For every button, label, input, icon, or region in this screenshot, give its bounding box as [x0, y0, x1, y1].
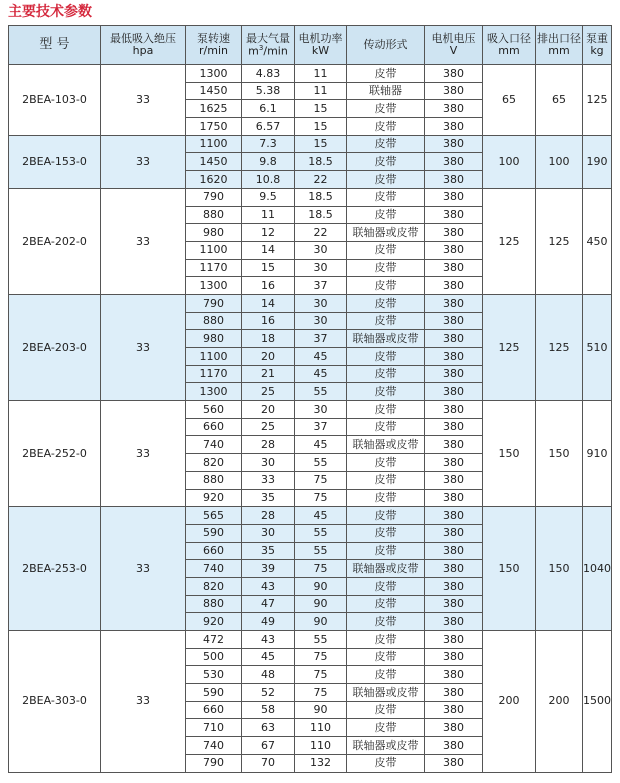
voltage-cell: 380 — [425, 100, 483, 118]
voltage-cell: 380 — [425, 719, 483, 737]
table-row — [9, 401, 612, 419]
power-cell: 75 — [295, 560, 347, 578]
flow-cell: 35 — [242, 489, 295, 507]
inlet-cell: 100 — [483, 135, 536, 188]
voltage-cell: 380 — [425, 684, 483, 702]
weight-cell: 450 — [583, 188, 612, 294]
voltage-cell: 380 — [425, 118, 483, 136]
inlet-cell: 125 — [483, 294, 536, 400]
table-row — [9, 135, 612, 153]
speed-cell: 590 — [186, 684, 242, 702]
speed-cell: 472 — [186, 631, 242, 649]
voltage-cell: 380 — [425, 666, 483, 684]
vacuum-cell: 33 — [101, 65, 186, 136]
voltage-cell: 380 — [425, 577, 483, 595]
power-cell: 30 — [295, 401, 347, 419]
drive-cell: 皮带 — [347, 577, 425, 595]
power-cell: 18.5 — [295, 153, 347, 171]
model-group — [9, 294, 612, 400]
speed-cell: 740 — [186, 436, 242, 454]
header-weight: 泵重 kg — [583, 26, 612, 65]
power-cell: 45 — [295, 365, 347, 383]
model-cell: 2BEA-303-0 — [9, 631, 101, 773]
flow-cell: 9.5 — [242, 188, 295, 206]
model-group — [9, 401, 612, 507]
voltage-cell: 380 — [425, 701, 483, 719]
voltage-cell: 380 — [425, 188, 483, 206]
vacuum-cell: 33 — [101, 631, 186, 773]
speed-cell: 920 — [186, 613, 242, 631]
table-row — [9, 294, 612, 312]
flow-cell: 43 — [242, 577, 295, 595]
voltage-cell: 380 — [425, 418, 483, 436]
header-model: 型 号 — [9, 26, 101, 65]
model-cell: 2BEA-203-0 — [9, 294, 101, 400]
flow-cell: 14 — [242, 294, 295, 312]
weight-cell: 125 — [583, 65, 612, 136]
voltage-cell: 380 — [425, 82, 483, 100]
flow-cell: 12 — [242, 224, 295, 242]
drive-cell: 皮带 — [347, 613, 425, 631]
power-cell: 37 — [295, 277, 347, 295]
power-cell: 75 — [295, 489, 347, 507]
outlet-cell: 100 — [536, 135, 583, 188]
header-power: 电机功率 kW — [295, 26, 347, 65]
drive-cell: 皮带 — [347, 401, 425, 419]
voltage-cell: 380 — [425, 312, 483, 330]
voltage-cell: 380 — [425, 613, 483, 631]
model-cell: 2BEA-202-0 — [9, 188, 101, 294]
inlet-cell: 65 — [483, 65, 536, 136]
drive-cell: 皮带 — [347, 259, 425, 277]
flow-cell: 39 — [242, 560, 295, 578]
flow-cell: 5.38 — [242, 82, 295, 100]
flow-cell: 52 — [242, 684, 295, 702]
drive-cell: 联轴器或皮带 — [347, 436, 425, 454]
power-cell: 11 — [295, 65, 347, 83]
outlet-cell: 200 — [536, 631, 583, 773]
drive-cell: 皮带 — [347, 383, 425, 401]
flow-cell: 20 — [242, 401, 295, 419]
power-cell: 30 — [295, 241, 347, 259]
speed-cell: 980 — [186, 330, 242, 348]
speed-cell: 565 — [186, 507, 242, 525]
speed-cell: 880 — [186, 471, 242, 489]
drive-cell: 皮带 — [347, 348, 425, 366]
flow-cell: 30 — [242, 454, 295, 472]
inlet-cell: 125 — [483, 188, 536, 294]
model-group — [9, 631, 612, 773]
voltage-cell: 380 — [425, 241, 483, 259]
power-cell: 45 — [295, 436, 347, 454]
drive-cell: 皮带 — [347, 153, 425, 171]
drive-cell: 皮带 — [347, 294, 425, 312]
vacuum-cell: 33 — [101, 507, 186, 631]
speed-cell: 660 — [186, 542, 242, 560]
speed-cell: 920 — [186, 489, 242, 507]
power-cell: 30 — [295, 312, 347, 330]
model-cell: 2BEA-252-0 — [9, 401, 101, 507]
flow-cell: 43 — [242, 631, 295, 649]
outlet-cell: 65 — [536, 65, 583, 136]
drive-cell: 皮带 — [347, 65, 425, 83]
voltage-cell: 380 — [425, 754, 483, 772]
power-cell: 15 — [295, 118, 347, 136]
header-vacuum: 最低吸入绝压 hpa — [101, 26, 186, 65]
header-flow: 最大气量 $m^3/\min$ — [242, 26, 295, 65]
model-group — [9, 507, 612, 631]
drive-cell: 皮带 — [347, 595, 425, 613]
power-cell: 55 — [295, 454, 347, 472]
table-row — [9, 631, 612, 649]
flow-cell: 45 — [242, 648, 295, 666]
weight-cell: 1500 — [583, 631, 612, 773]
flow-cell: 16 — [242, 312, 295, 330]
page-title: 主要技术参数 — [8, 4, 92, 20]
header-speed: 泵转速 r/min — [186, 26, 242, 65]
voltage-cell: 380 — [425, 436, 483, 454]
flow-cell: 28 — [242, 507, 295, 525]
drive-cell: 皮带 — [347, 206, 425, 224]
power-cell: 55 — [295, 524, 347, 542]
power-cell: 18.5 — [295, 188, 347, 206]
drive-cell: 皮带 — [347, 666, 425, 684]
speed-cell: 820 — [186, 454, 242, 472]
power-cell: 132 — [295, 754, 347, 772]
flow-cell: 7.3 — [242, 135, 295, 153]
power-cell: 75 — [295, 648, 347, 666]
flow-cell: 20 — [242, 348, 295, 366]
power-cell: 55 — [295, 542, 347, 560]
power-cell: 30 — [295, 294, 347, 312]
power-cell: 45 — [295, 507, 347, 525]
drive-cell: 皮带 — [347, 631, 425, 649]
drive-cell: 皮带 — [347, 542, 425, 560]
voltage-cell: 380 — [425, 294, 483, 312]
voltage-cell: 380 — [425, 171, 483, 189]
model-cell: 2BEA-153-0 — [9, 135, 101, 188]
outlet-cell: 125 — [536, 188, 583, 294]
power-cell: 90 — [295, 577, 347, 595]
table-row — [9, 507, 612, 525]
voltage-cell: 380 — [425, 330, 483, 348]
model-group — [9, 188, 612, 294]
drive-cell: 联轴器 — [347, 82, 425, 100]
weight-cell: 190 — [583, 135, 612, 188]
power-cell: 110 — [295, 719, 347, 737]
drive-cell: 皮带 — [347, 365, 425, 383]
flow-cell: 25 — [242, 383, 295, 401]
power-cell: 55 — [295, 383, 347, 401]
drive-cell: 皮带 — [347, 524, 425, 542]
flow-cell: 11 — [242, 206, 295, 224]
power-cell: 15 — [295, 135, 347, 153]
flow-cell: 48 — [242, 666, 295, 684]
power-cell: 30 — [295, 259, 347, 277]
drive-cell: 皮带 — [347, 277, 425, 295]
speed-cell: 590 — [186, 524, 242, 542]
vacuum-cell: 33 — [101, 401, 186, 507]
voltage-cell: 380 — [425, 383, 483, 401]
speed-cell: 1450 — [186, 82, 242, 100]
speed-cell: 1300 — [186, 65, 242, 83]
voltage-cell: 380 — [425, 277, 483, 295]
voltage-cell: 380 — [425, 471, 483, 489]
speed-cell: 1625 — [186, 100, 242, 118]
power-cell: 15 — [295, 100, 347, 118]
speed-cell: 1450 — [186, 153, 242, 171]
voltage-cell: 380 — [425, 737, 483, 755]
voltage-cell: 380 — [425, 542, 483, 560]
speed-cell: 530 — [186, 666, 242, 684]
flow-cell: 35 — [242, 542, 295, 560]
speed-cell: 1170 — [186, 365, 242, 383]
drive-cell: 联轴器或皮带 — [347, 560, 425, 578]
power-cell: 22 — [295, 224, 347, 242]
model-group — [9, 65, 612, 136]
drive-cell: 联轴器或皮带 — [347, 737, 425, 755]
power-cell: 90 — [295, 595, 347, 613]
speed-cell: 660 — [186, 701, 242, 719]
flow-cell: 14 — [242, 241, 295, 259]
weight-cell: 1040 — [583, 507, 612, 631]
flow-cell: 33 — [242, 471, 295, 489]
flow-cell: 30 — [242, 524, 295, 542]
spec-table — [8, 25, 612, 773]
speed-cell: 820 — [186, 577, 242, 595]
speed-cell: 880 — [186, 312, 242, 330]
header-inlet: 吸入口径 mm — [483, 26, 536, 65]
voltage-cell: 380 — [425, 206, 483, 224]
drive-cell: 皮带 — [347, 507, 425, 525]
voltage-cell: 380 — [425, 401, 483, 419]
power-cell: 110 — [295, 737, 347, 755]
power-cell: 11 — [295, 82, 347, 100]
speed-cell: 980 — [186, 224, 242, 242]
drive-cell: 皮带 — [347, 188, 425, 206]
drive-cell: 联轴器或皮带 — [347, 224, 425, 242]
voltage-cell: 380 — [425, 631, 483, 649]
voltage-cell: 380 — [425, 135, 483, 153]
flow-cell: 16 — [242, 277, 295, 295]
outlet-cell: 125 — [536, 294, 583, 400]
drive-cell: 联轴器或皮带 — [347, 684, 425, 702]
voltage-cell: 380 — [425, 259, 483, 277]
inlet-cell: 150 — [483, 401, 536, 507]
voltage-cell: 380 — [425, 348, 483, 366]
flow-cell: 18 — [242, 330, 295, 348]
flow-cell: 6.1 — [242, 100, 295, 118]
drive-cell: 皮带 — [347, 719, 425, 737]
header-drive: 传动形式 — [347, 26, 425, 65]
speed-cell: 790 — [186, 188, 242, 206]
power-cell: 75 — [295, 471, 347, 489]
vacuum-cell: 33 — [101, 294, 186, 400]
flow-cell: 28 — [242, 436, 295, 454]
power-cell: 90 — [295, 613, 347, 631]
power-cell: 22 — [295, 171, 347, 189]
power-cell: 75 — [295, 684, 347, 702]
drive-cell: 皮带 — [347, 701, 425, 719]
speed-cell: 740 — [186, 560, 242, 578]
power-cell: 45 — [295, 348, 347, 366]
flow-cell: 58 — [242, 701, 295, 719]
voltage-cell: 380 — [425, 65, 483, 83]
flow-cell: 25 — [242, 418, 295, 436]
speed-cell: 1750 — [186, 118, 242, 136]
drive-cell: 皮带 — [347, 241, 425, 259]
drive-cell: 联轴器或皮带 — [347, 330, 425, 348]
voltage-cell: 380 — [425, 560, 483, 578]
model-cell: 2BEA-103-0 — [9, 65, 101, 136]
model-group — [9, 135, 612, 188]
model-cell: 2BEA-253-0 — [9, 507, 101, 631]
drive-cell: 皮带 — [347, 100, 425, 118]
flow-cell: 47 — [242, 595, 295, 613]
speed-cell: 880 — [186, 595, 242, 613]
voltage-cell: 380 — [425, 153, 483, 171]
weight-cell: 510 — [583, 294, 612, 400]
vacuum-cell: 33 — [101, 188, 186, 294]
voltage-cell: 380 — [425, 365, 483, 383]
power-cell: 55 — [295, 631, 347, 649]
speed-cell: 790 — [186, 754, 242, 772]
speed-cell: 710 — [186, 719, 242, 737]
voltage-cell: 380 — [425, 454, 483, 472]
table-row — [9, 188, 612, 206]
voltage-cell: 380 — [425, 648, 483, 666]
header-row — [9, 26, 612, 65]
speed-cell: 500 — [186, 648, 242, 666]
vacuum-cell: 33 — [101, 135, 186, 188]
header-outlet: 排出口径 mm — [536, 26, 583, 65]
speed-cell: 1300 — [186, 383, 242, 401]
table-row — [9, 65, 612, 83]
speed-cell: 1170 — [186, 259, 242, 277]
voltage-cell: 380 — [425, 224, 483, 242]
speed-cell: 1100 — [186, 348, 242, 366]
drive-cell: 皮带 — [347, 471, 425, 489]
flow-cell: 21 — [242, 365, 295, 383]
power-cell: 75 — [295, 666, 347, 684]
speed-cell: 880 — [186, 206, 242, 224]
flow-cell: 49 — [242, 613, 295, 631]
drive-cell: 皮带 — [347, 118, 425, 136]
power-cell: 18.5 — [295, 206, 347, 224]
drive-cell: 皮带 — [347, 418, 425, 436]
flow-cell: 15 — [242, 259, 295, 277]
outlet-cell: 150 — [536, 507, 583, 631]
speed-cell: 1300 — [186, 277, 242, 295]
drive-cell: 皮带 — [347, 489, 425, 507]
flow-cell: 67 — [242, 737, 295, 755]
speed-cell: 560 — [186, 401, 242, 419]
voltage-cell: 380 — [425, 507, 483, 525]
voltage-cell: 380 — [425, 524, 483, 542]
speed-cell: 740 — [186, 737, 242, 755]
flow-cell: 4.83 — [242, 65, 295, 83]
flow-cell: 63 — [242, 719, 295, 737]
flow-cell: 70 — [242, 754, 295, 772]
speed-cell: 1100 — [186, 241, 242, 259]
drive-cell: 皮带 — [347, 312, 425, 330]
speed-cell: 790 — [186, 294, 242, 312]
voltage-cell: 380 — [425, 489, 483, 507]
speed-cell: 1620 — [186, 171, 242, 189]
drive-cell: 皮带 — [347, 171, 425, 189]
inlet-cell: 150 — [483, 507, 536, 631]
weight-cell: 910 — [583, 401, 612, 507]
inlet-cell: 200 — [483, 631, 536, 773]
power-cell: 37 — [295, 418, 347, 436]
drive-cell: 皮带 — [347, 754, 425, 772]
flow-cell: 10.8 — [242, 171, 295, 189]
drive-cell: 皮带 — [347, 454, 425, 472]
drive-cell: 皮带 — [347, 135, 425, 153]
flow-cell: 9.8 — [242, 153, 295, 171]
power-cell: 90 — [295, 701, 347, 719]
voltage-cell: 380 — [425, 595, 483, 613]
power-cell: 37 — [295, 330, 347, 348]
flow-cell: 6.57 — [242, 118, 295, 136]
outlet-cell: 150 — [536, 401, 583, 507]
drive-cell: 皮带 — [347, 648, 425, 666]
speed-cell: 1100 — [186, 135, 242, 153]
speed-cell: 660 — [186, 418, 242, 436]
header-voltage: 电机电压 V — [425, 26, 483, 65]
